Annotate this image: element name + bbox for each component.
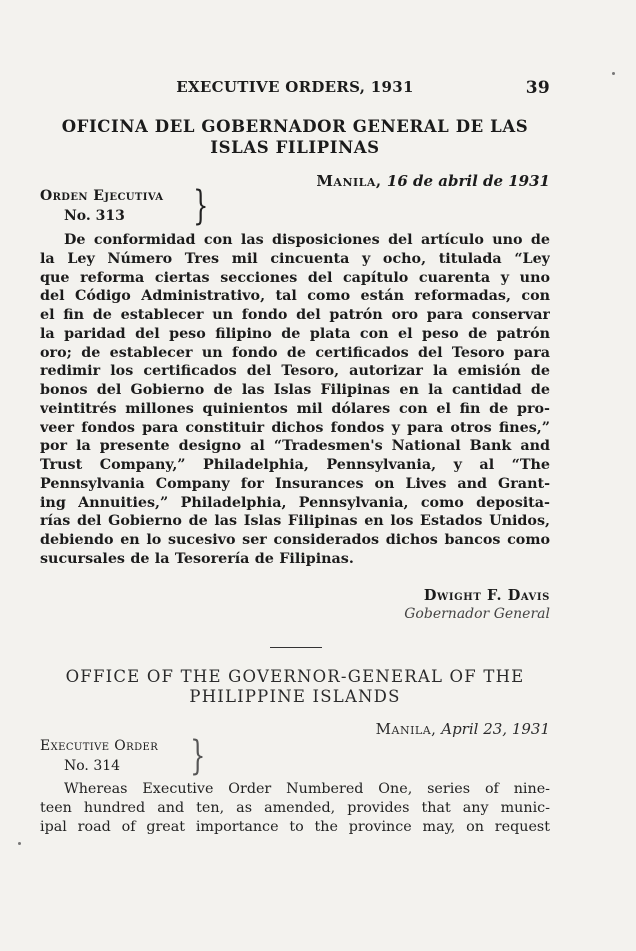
spanish-order-type: Orden Ejecutiva xyxy=(40,188,164,204)
body-line: bonos del Gobierno de las Islas Filipinas en la cantidad de xyxy=(40,382,550,398)
body-line: del Código Administrativo, tal como están reformadas, con xyxy=(40,288,550,305)
body-line: Trust Company,” Philadelphia, Pennsylvania, y al “The xyxy=(40,457,550,473)
body-line: teen hundred and ten, as amended, provides that any munic- xyxy=(40,799,550,816)
spanish-heading-line-1: OFICINA DEL GOBERNADOR GENERAL DE LAS xyxy=(61,117,529,136)
spanish-dateline xyxy=(316,172,550,190)
scan-speck xyxy=(18,842,21,845)
signature-name: Dwight F. Davis xyxy=(423,587,550,604)
body-line: Pennsylvania Company for Insurances on Lives and Grant- xyxy=(40,475,550,492)
english-dateline-date: April 23, 1931 xyxy=(441,720,550,738)
english-order-label xyxy=(40,736,158,776)
body-line: por la presente designo al “Tradesmen's National Bank and xyxy=(40,438,550,455)
spanish-body-text xyxy=(40,231,550,569)
english-dateline xyxy=(376,720,550,738)
english-order-type: Executive Order xyxy=(40,738,159,754)
body-line: que reforma ciertas secciones del capítulo cuarenta y uno xyxy=(40,269,550,286)
english-order-number: No. 314 xyxy=(64,758,121,774)
english-heading-line-2: PHILIPPINE ISLANDS xyxy=(189,687,401,706)
body-line: la paridad del peso filipino de plata con el peso de patrón xyxy=(40,325,550,342)
english-order-brace: } xyxy=(190,733,206,779)
spanish-order-number: No. 313 xyxy=(64,208,125,224)
section-divider xyxy=(270,647,322,648)
body-line: Whereas Executive Order Numbered One, series of nine- xyxy=(64,781,550,797)
body-line: sucursales de la Tesorería de Filipinas. xyxy=(40,550,354,567)
body-line: ing Annuities,” Philadelphia, Pennsylvania, como deposita- xyxy=(40,494,550,511)
body-line: la Ley Número Tres mil cincuenta y ocho, titulada “Ley xyxy=(40,250,550,267)
body-line: veer fondos para constituir dichos fondos y para otros fines,” xyxy=(40,419,550,436)
scan-speck xyxy=(612,72,615,75)
english-body-text xyxy=(40,780,550,836)
body-line: oro; de establecer un fondo de certificados del Tesoro para xyxy=(40,344,550,361)
spanish-heading-line-2: ISLAS FILIPINAS xyxy=(210,138,380,157)
spanish-signature xyxy=(404,586,550,624)
body-line: debiendo en lo sucesivo ser considerados dichos bancos como xyxy=(40,532,550,548)
body-line: veintitrés millones quinientos mil dólares con el fin de pro- xyxy=(40,400,550,417)
spanish-dateline-place: Manila, xyxy=(316,172,382,190)
spanish-order-brace: } xyxy=(193,183,209,229)
body-line: el fin de establecer un fondo del patrón oro para conservar xyxy=(40,307,550,323)
running-head-title: EXECUTIVE ORDERS, 1931 xyxy=(176,78,414,96)
signature-title: Gobernador General xyxy=(404,606,550,622)
spanish-order-label xyxy=(40,186,163,226)
body-line: redimir los certificados del Tesoro, autorizar la emisión de xyxy=(40,363,550,380)
body-line: rías del Gobierno de las Islas Filipinas en los Estados Unidos, xyxy=(40,513,550,530)
body-line: De conformidad con las disposiciones del artículo uno de xyxy=(64,232,550,248)
english-heading-line-1: OFFICE OF THE GOVERNOR-GENERAL OF THE xyxy=(65,667,525,686)
english-dateline-place: Manila, xyxy=(375,720,437,738)
body-line: ipal road of great importance to the province may, on request xyxy=(40,818,550,835)
page-number: 39 xyxy=(525,78,550,98)
spanish-dateline-date: 16 de abril de 1931 xyxy=(386,172,550,190)
